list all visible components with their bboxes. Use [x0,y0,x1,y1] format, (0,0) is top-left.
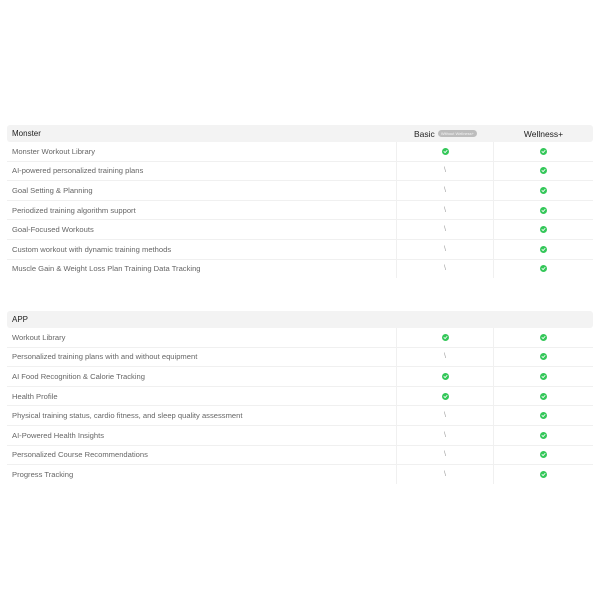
not-included-mark: \ [444,265,446,273]
section-title: APP [12,315,29,324]
check-icon [540,471,547,478]
feature-label: Progress Tracking [12,469,74,479]
table-header [7,125,593,142]
wellness-column-header: Wellness+ [523,128,564,139]
table-row [7,181,593,201]
feature-label: Workout Library [12,332,66,342]
check-icon [540,353,547,360]
check-icon [540,393,547,400]
feature-label: Goal Setting & Planning [12,185,93,195]
wellness-cell [493,446,593,465]
check-icon [540,246,547,253]
table-row [7,328,593,348]
basic-cell [396,142,494,161]
wellness-cell [493,240,593,259]
basic-cell [396,446,494,465]
not-included-mark: \ [444,186,446,194]
basic-cell [396,426,494,445]
basic-cell [396,181,494,200]
check-icon [540,334,547,341]
wellness-cell [493,162,593,181]
not-included-mark: \ [444,353,446,361]
check-icon [540,432,547,439]
wellness-cell [493,260,593,279]
feature-label: Custom workout with dynamic training methods [12,244,172,254]
table-row [7,387,593,407]
section-title: Monster [12,129,41,138]
table-row [7,201,593,221]
table-row [7,348,593,368]
basic-cell [396,465,494,484]
basic-cell [396,348,494,367]
check-icon [540,187,547,194]
basic-cell [396,220,494,239]
wellness-cell [493,220,593,239]
feature-label: AI-powered personalized training plans [12,166,144,176]
basic-cell [396,240,494,259]
feature-label: Muscle Gain & Weight Loss Plan Training Data Tracking [12,264,201,274]
not-included-mark: \ [444,245,446,253]
check-icon [540,412,547,419]
table-row [7,162,593,182]
table-row [7,465,593,484]
not-included-mark: \ [444,167,446,175]
basic-label: Basic [414,128,435,139]
wellness-cell [493,328,593,347]
feature-label: Health Profile [12,391,58,401]
table-row [7,367,593,387]
table-body [7,328,593,484]
check-icon [442,148,449,155]
not-included-mark: \ [444,206,446,214]
basic-column-header [397,125,494,142]
wellness-cell [493,348,593,367]
feature-label: AI Food Recognition & Calorie Tracking [12,371,145,381]
table-row [7,406,593,426]
check-icon [442,334,449,341]
check-icon [540,167,547,174]
wellness-cell [493,142,593,161]
wellness-cell [493,426,593,445]
basic-column-header [397,311,494,328]
table-row [7,446,593,466]
not-included-mark: \ [444,226,446,234]
basic-cell [396,260,494,279]
wellness-cell [493,387,593,406]
wellness-cell [493,367,593,386]
app-comparison-table [7,311,593,484]
not-included-mark: \ [444,412,446,420]
check-icon [540,451,547,458]
table-header [7,311,593,328]
wellness-column-header [494,311,593,328]
wellness-cell [493,406,593,425]
table-row [7,142,593,162]
feature-label: Personalized training plans with and without equipment [12,352,198,362]
check-icon [540,207,547,214]
feature-label: Goal-Focused Workouts [12,225,94,235]
feature-label: Monster Workout Library [12,146,95,156]
not-included-mark: \ [444,470,446,478]
check-icon [442,393,449,400]
table-row [7,260,593,279]
wellness-cell [493,465,593,484]
basic-cell [396,162,494,181]
table-body [7,142,593,278]
feature-label: Personalized Course Recommendations [12,450,148,460]
check-icon [540,373,547,380]
table-row [7,220,593,240]
not-included-mark: \ [444,451,446,459]
check-icon [540,226,547,233]
basic-cell [396,387,494,406]
check-icon [540,148,547,155]
feature-label: Physical training status, cardio fitness, and sleep quality assessment [12,411,243,421]
without-wellness-badge: Without Wellness+ [438,130,477,137]
wellness-cell [493,181,593,200]
not-included-mark: \ [444,431,446,439]
basic-cell [396,328,494,347]
basic-cell [396,367,494,386]
check-icon [442,373,449,380]
feature-label: AI-Powered Health Insights [12,430,105,440]
wellness-cell [493,201,593,220]
basic-cell [396,406,494,425]
feature-label: Periodized training algorithm support [12,205,136,215]
basic-cell [396,201,494,220]
check-icon [540,265,547,272]
table-row [7,240,593,260]
table-row [7,426,593,446]
monster-comparison-table [7,125,593,278]
